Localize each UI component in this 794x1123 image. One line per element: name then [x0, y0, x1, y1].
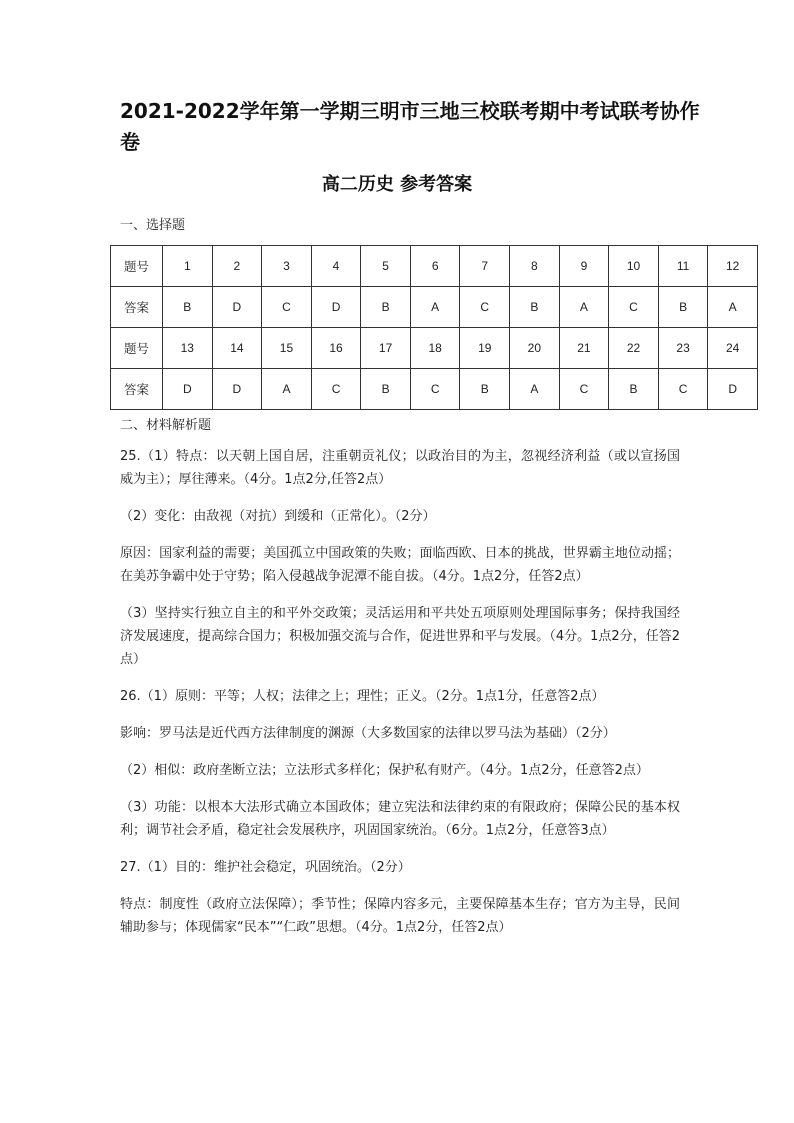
- answer-table: [110, 245, 758, 410]
- answer-paragraph: 25.（1）特点：以天朝上国自居，注重朝贡礼仪；以政治目的为主，忽视经济利益（或以宣扬国威为主）；厚往薄来。（4分。1点2分,任答2点）: [120, 449, 680, 487]
- table-cell: 14: [212, 328, 262, 369]
- table-cell: 3: [262, 246, 312, 287]
- table-cell: 8: [510, 246, 560, 287]
- answer-paragraph: （3）坚持实行独立自主的和平外交政策；灵活运用和平共处五项原则处理国际事务；保持我国经济发展速度，提高综合国力；积极加强交流与合作，促进世界和平与发展。（4分。1点2分，任答2点）: [120, 606, 680, 667]
- table-cell: 7: [460, 246, 510, 287]
- table-cell: 6: [410, 246, 460, 287]
- table-cell: 10: [609, 246, 659, 287]
- table-row-header: 题号: [111, 328, 163, 369]
- table-cell: 23: [658, 328, 708, 369]
- table-cell: 24: [708, 328, 758, 369]
- table-cell: C: [609, 287, 659, 328]
- table-row: [111, 328, 758, 369]
- table-cell: D: [212, 287, 262, 328]
- table-cell: A: [262, 369, 312, 410]
- table-cell: B: [609, 369, 659, 410]
- table-cell: B: [163, 287, 213, 328]
- answer-paragraph: 影响：罗马法是近代西方法律制度的渊源（大多数国家的法律以罗马法为基础）（2分）: [120, 726, 616, 741]
- table-cell: A: [510, 369, 560, 410]
- table-cell: 2: [212, 246, 262, 287]
- table-row-header: 题号: [111, 246, 163, 287]
- table-cell: 1: [163, 246, 213, 287]
- table-cell: 22: [609, 328, 659, 369]
- table-cell: 17: [361, 328, 411, 369]
- section-heading-material: 二、材料解析题: [120, 418, 212, 433]
- table-cell: 11: [658, 246, 708, 287]
- table-cell: 12: [708, 246, 758, 287]
- answer-paragraph: （2）相似：政府垄断立法；立法形式多样化；保护私有财产。（4分。1点2分，任意答2点）: [120, 763, 649, 778]
- answer-paragraph: 原因：国家利益的需要；美国孤立中国政策的失败；面临西欧、日本的挑战，世界霸主地位动摇；在美苏争霸中处于守势；陷入侵越战争泥潭不能自拔。（4分。1点2分，任答2点）: [120, 546, 680, 584]
- table-cell: 5: [361, 246, 411, 287]
- table-cell: A: [559, 287, 609, 328]
- answer-paragraph: （2）变化：由敌视（对抗）到缓和（正常化）。（2分）: [120, 509, 436, 524]
- table-cell: 4: [311, 246, 361, 287]
- table-cell: D: [163, 369, 213, 410]
- table-cell: D: [212, 369, 262, 410]
- table-cell: C: [460, 287, 510, 328]
- table-cell: D: [708, 369, 758, 410]
- table-cell: 13: [163, 328, 213, 369]
- answer-paragraph: 26.（1）原则：平等；人权；法律之上；理性；正义。（2分。1点1分，任意答2点）: [120, 689, 605, 704]
- table-cell: B: [510, 287, 560, 328]
- table-cell: C: [559, 369, 609, 410]
- answer-paragraph: 特点：制度性（政府立法保障）；季节性；保障内容多元，主要保障基本生存；官方为主导，民间辅助参与；体现儒家“民本”“仁政”思想。（4分。1点2分，任答2点）: [120, 897, 680, 935]
- table-row: [111, 287, 758, 328]
- answer-paragraph: 27.（1）目的：维护社会稳定，巩固统治。（2分）: [120, 860, 411, 875]
- table-row: [111, 369, 758, 410]
- table-cell: A: [708, 287, 758, 328]
- table-cell: B: [460, 369, 510, 410]
- table-row-header: 答案: [111, 369, 163, 410]
- table-cell: B: [658, 287, 708, 328]
- table-cell: 19: [460, 328, 510, 369]
- table-cell: C: [311, 369, 361, 410]
- table-cell: 9: [559, 246, 609, 287]
- table-cell: 16: [311, 328, 361, 369]
- table-cell: 18: [410, 328, 460, 369]
- table-cell: B: [361, 369, 411, 410]
- table-cell: 15: [262, 328, 312, 369]
- answer-table-body: [111, 246, 758, 410]
- table-row: [111, 246, 758, 287]
- answer-paragraph: （3）功能：以根本大法形式确立本国政体；建立宪法和法律约束的有限政府；保障公民的基本权利；调节社会矛盾，稳定社会发展秩序，巩固国家统治。（6分。1点2分，任意答3点）: [120, 800, 680, 838]
- table-cell: 20: [510, 328, 560, 369]
- table-cell: C: [262, 287, 312, 328]
- table-cell: C: [658, 369, 708, 410]
- table-cell: A: [410, 287, 460, 328]
- table-cell: 21: [559, 328, 609, 369]
- table-cell: D: [311, 287, 361, 328]
- page-subtitle: 高二历史 参考答案: [321, 174, 473, 195]
- page-title: 2021-2022学年第一学期三明市三地三校联考期中考试联考协作卷: [120, 99, 700, 154]
- table-row-header: 答案: [111, 287, 163, 328]
- table-cell: C: [410, 369, 460, 410]
- section-heading-choice: 一、选择题: [120, 218, 186, 233]
- answer-content: [120, 445, 680, 953]
- table-cell: B: [361, 287, 411, 328]
